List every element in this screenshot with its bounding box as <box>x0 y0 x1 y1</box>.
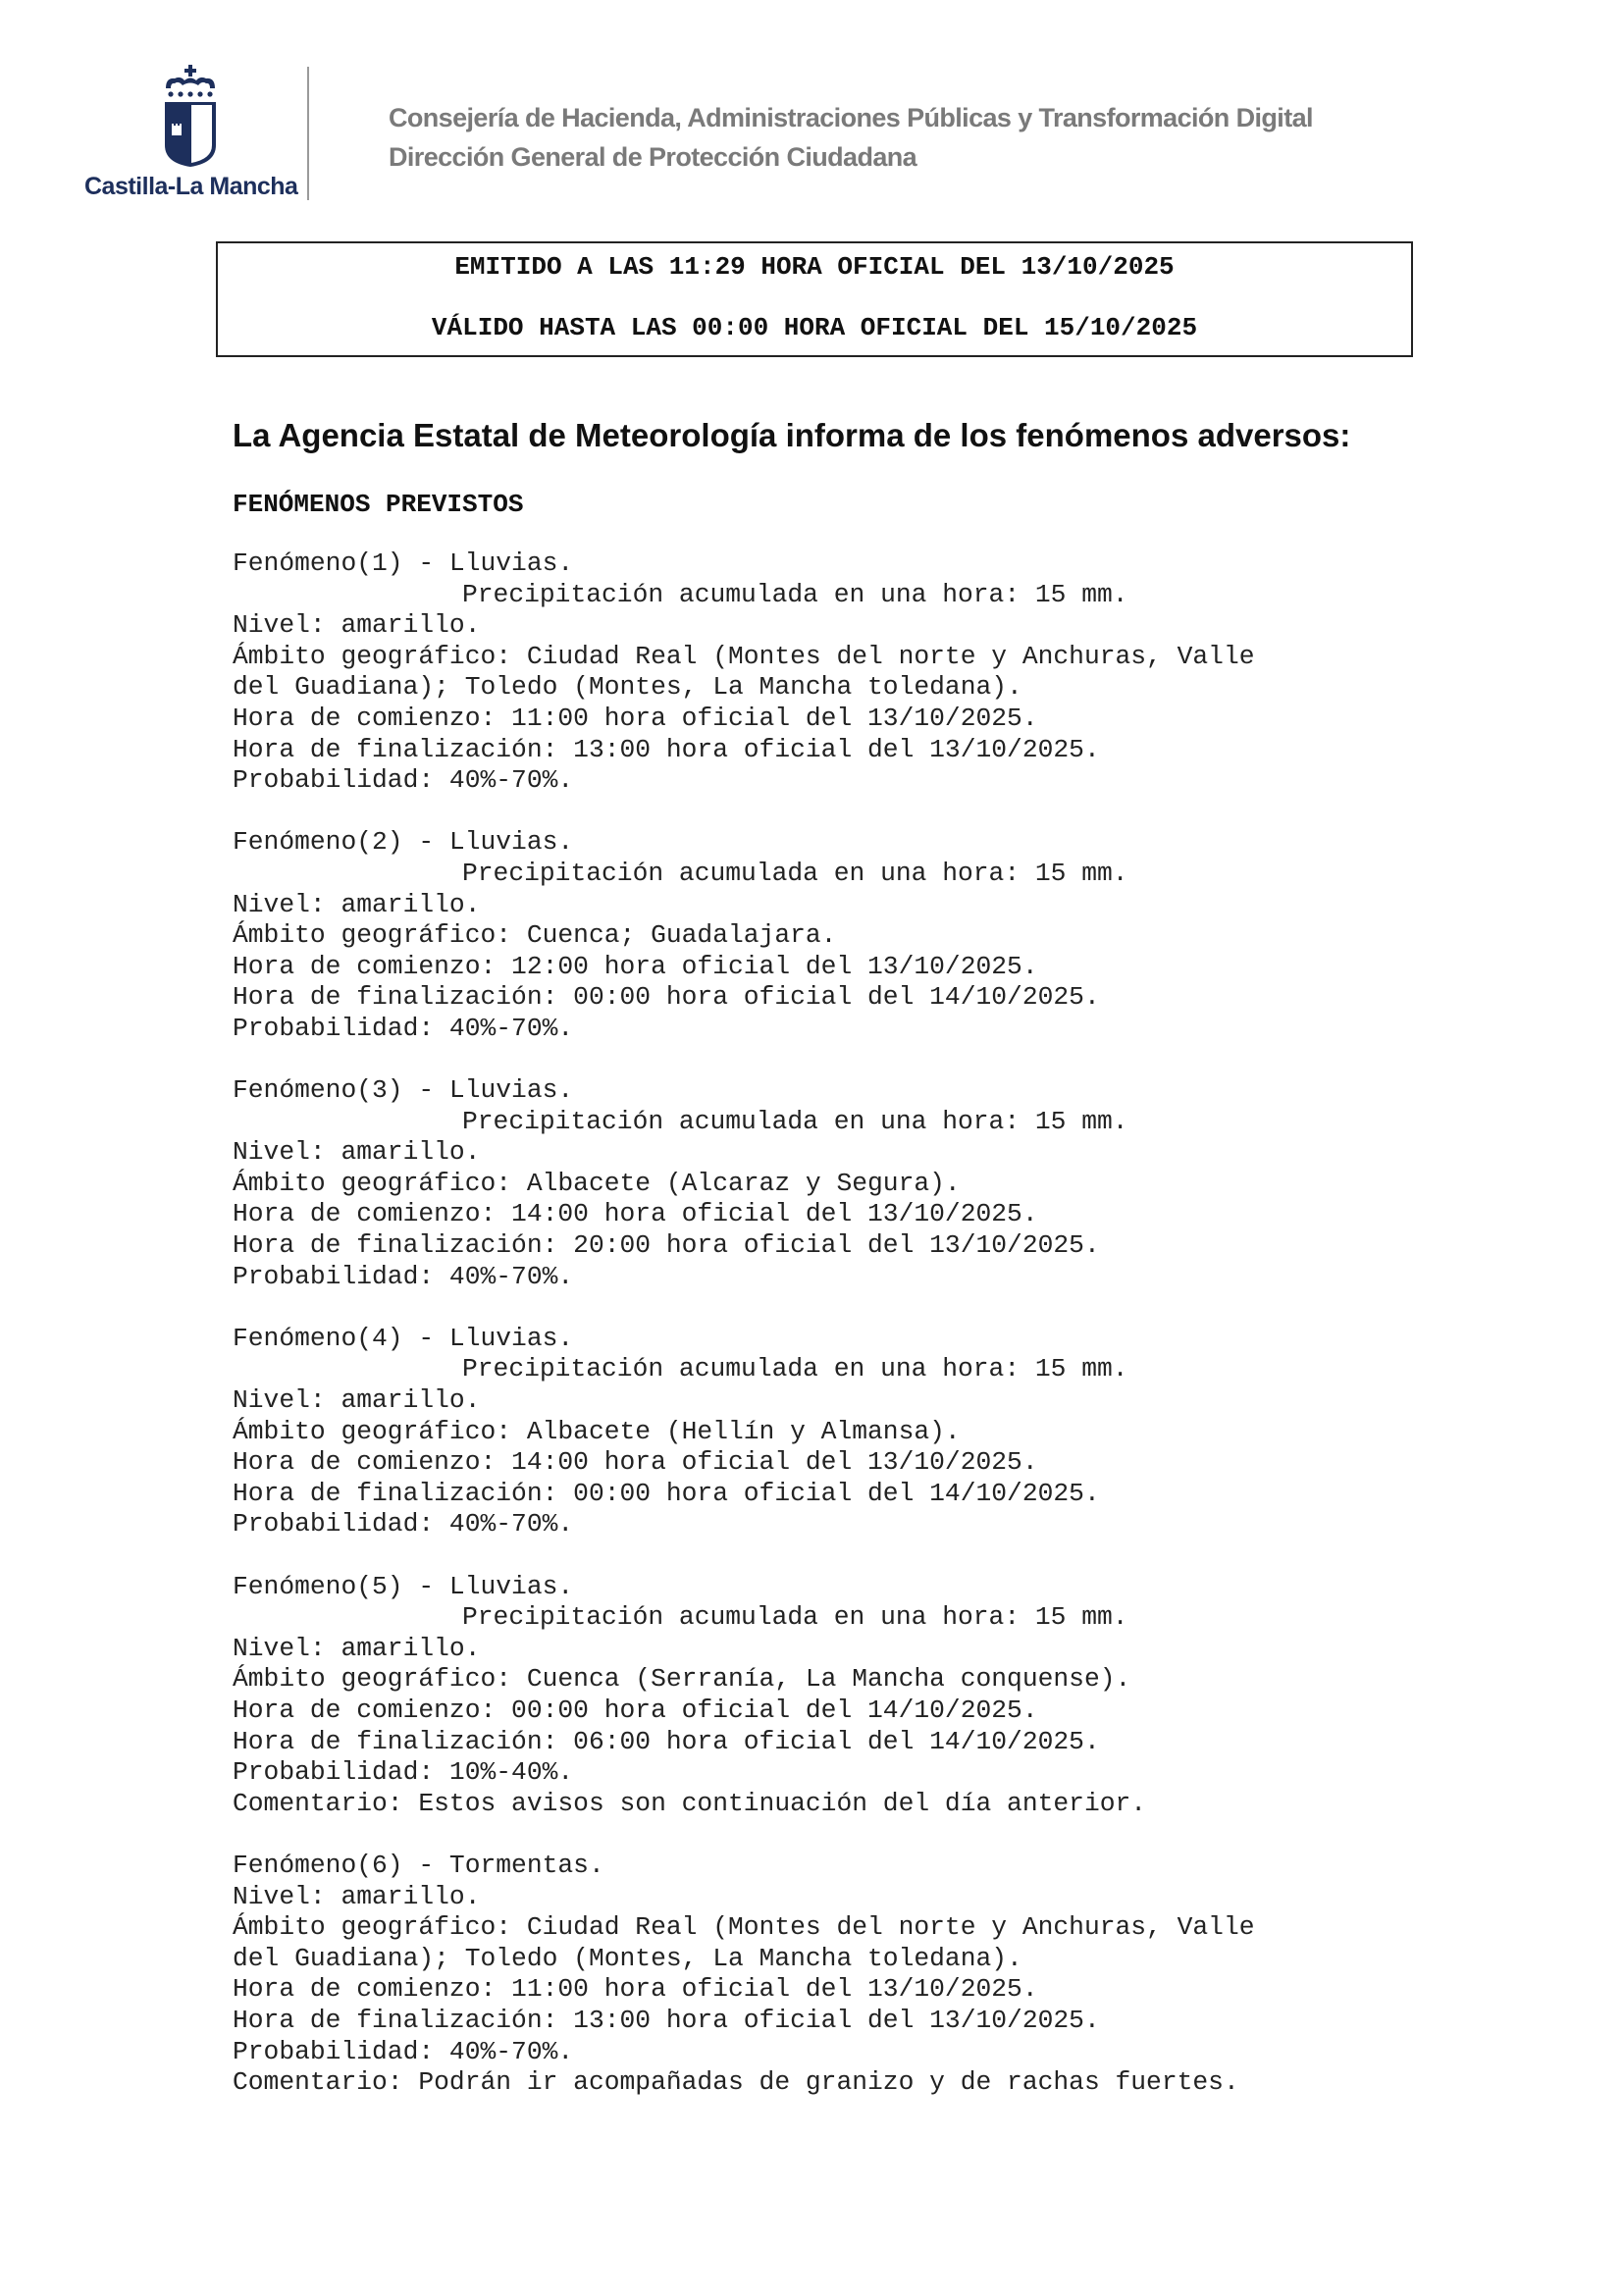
phenomenon-probability: Probabilidad: 40%-70%. <box>233 765 574 796</box>
phenomenon-end: Hora de finalización: 00:00 hora oficial del 14/10/2025. <box>233 1478 1100 1508</box>
phenomenon-start: Hora de comienzo: 00:00 hora oficial del 14/10/2025. <box>233 1695 1038 1725</box>
phenomenon-level: Nivel: amarillo. <box>233 1385 481 1416</box>
phenomenon-detail: Precipitación acumulada en una hora: 15 mm. <box>462 1106 1128 1136</box>
phenomenon-start: Hora de comienzo: 11:00 hora oficial del 13/10/2025. <box>233 1974 1038 2005</box>
phenomenon-start: Hora de comienzo: 14:00 hora oficial del 13/10/2025. <box>233 1447 1038 1478</box>
phenomenon-probability: Probabilidad: 40%-70%. <box>233 1013 574 1043</box>
phenomenon-1 <box>233 548 1587 797</box>
phenomenon-heading: Fenómeno(2) - Lluvias. <box>233 827 574 858</box>
header-organization <box>389 98 1313 177</box>
phenomenon-end: Hora de finalización: 13:00 hora oficial del 13/10/2025. <box>233 2005 1100 2035</box>
castilla-la-mancha-logo <box>84 65 296 202</box>
directorate-name: Dirección General de Protección Ciudadana <box>389 142 917 172</box>
validity-box <box>216 241 1413 357</box>
phenomenon-start: Hora de comienzo: 11:00 hora oficial del 13/10/2025. <box>233 703 1038 733</box>
phenomenon-area-cont: del Guadiana); Toledo (Montes, La Mancha toledana). <box>233 1943 1022 1973</box>
phenomenon-comment: Comentario: Podrán ir acompañadas de granizo y de rachas fuertes. <box>233 2067 1239 2098</box>
phenomenon-level: Nivel: amarillo. <box>233 1137 481 1168</box>
department-name: Consejería de Hacienda, Administraciones Públicas y Transformación Digital <box>389 103 1313 132</box>
phenomenon-level: Nivel: amarillo. <box>233 889 481 919</box>
phenomenon-start: Hora de comienzo: 14:00 hora oficial del 13/10/2025. <box>233 1199 1038 1229</box>
phenomenon-probability: Probabilidad: 40%-70%. <box>233 1509 574 1539</box>
phenomenon-area: Ámbito geográfico: Ciudad Real (Montes del norte y Anchuras, Valle <box>233 1912 1255 1943</box>
phenomenon-heading: Fenómeno(6) - Tormentas. <box>233 1850 604 1880</box>
phenomenon-area: Ámbito geográfico: Albacete (Alcaraz y Segura). <box>233 1168 961 1198</box>
phenomenon-6 <box>233 1851 1587 2099</box>
phenomenon-end: Hora de finalización: 13:00 hora oficial del 13/10/2025. <box>233 734 1100 764</box>
phenomenon-detail: Precipitación acumulada en una hora: 15 mm. <box>462 858 1128 888</box>
section-title: FENÓMENOS PREVISTOS <box>233 490 524 519</box>
phenomena-list <box>233 548 1587 2129</box>
phenomenon-probability: Probabilidad: 40%-70%. <box>233 1261 574 1291</box>
phenomenon-comment: Comentario: Estos avisos son continuación del día anterior. <box>233 1788 1147 1818</box>
phenomenon-4 <box>233 1324 1587 1540</box>
issued-time: EMITIDO A LAS 11:29 HORA OFICIAL DEL 13/10/2025 <box>454 252 1175 282</box>
phenomenon-probability: Probabilidad: 40%-70%. <box>233 2036 574 2066</box>
phenomenon-detail: Precipitación acumulada en una hora: 15 mm. <box>462 1354 1128 1384</box>
phenomenon-heading: Fenómeno(3) - Lluvias. <box>233 1075 574 1106</box>
logo-text: Castilla-La Mancha <box>84 173 298 200</box>
phenomenon-2 <box>233 827 1587 1044</box>
phenomenon-area: Ámbito geográfico: Ciudad Real (Montes del norte y Anchuras, Valle <box>233 641 1255 671</box>
phenomenon-end: Hora de finalización: 20:00 hora oficial del 13/10/2025. <box>233 1230 1100 1261</box>
phenomenon-level: Nivel: amarillo. <box>233 1633 481 1663</box>
phenomenon-heading: Fenómeno(1) - Lluvias. <box>233 548 574 578</box>
phenomenon-level: Nivel: amarillo. <box>233 1881 481 1911</box>
phenomenon-area-cont: del Guadiana); Toledo (Montes, La Mancha toledana). <box>233 672 1022 703</box>
phenomenon-area: Ámbito geográfico: Cuenca (Serranía, La Mancha conquense). <box>233 1664 1131 1695</box>
phenomenon-detail: Precipitación acumulada en una hora: 15 mm. <box>462 579 1128 609</box>
phenomenon-3 <box>233 1075 1587 1292</box>
phenomenon-5 <box>233 1572 1587 1820</box>
phenomenon-start: Hora de comienzo: 12:00 hora oficial del 13/10/2025. <box>233 951 1038 981</box>
phenomenon-detail: Precipitación acumulada en una hora: 15 mm. <box>462 1602 1128 1633</box>
valid-until: VÁLIDO HASTA LAS 00:00 HORA OFICIAL DEL 15/10/2025 <box>431 313 1198 342</box>
phenomenon-end: Hora de finalización: 00:00 hora oficial del 14/10/2025. <box>233 982 1100 1013</box>
page-title: La Agencia Estatal de Meteorología informa de los fenómenos adversos: <box>233 417 1351 453</box>
phenomenon-area: Ámbito geográfico: Cuenca; Guadalajara. <box>233 920 837 951</box>
phenomenon-level: Nivel: amarillo. <box>233 610 481 641</box>
header-divider <box>307 67 309 200</box>
phenomenon-end: Hora de finalización: 06:00 hora oficial del 14/10/2025. <box>233 1726 1100 1756</box>
coat-of-arms-icon <box>161 65 220 167</box>
phenomenon-heading: Fenómeno(4) - Lluvias. <box>233 1323 574 1353</box>
phenomenon-heading: Fenómeno(5) - Lluvias. <box>233 1571 574 1601</box>
phenomenon-probability: Probabilidad: 10%-40%. <box>233 1757 574 1788</box>
phenomenon-area: Ámbito geográfico: Albacete (Hellín y Almansa). <box>233 1416 961 1446</box>
